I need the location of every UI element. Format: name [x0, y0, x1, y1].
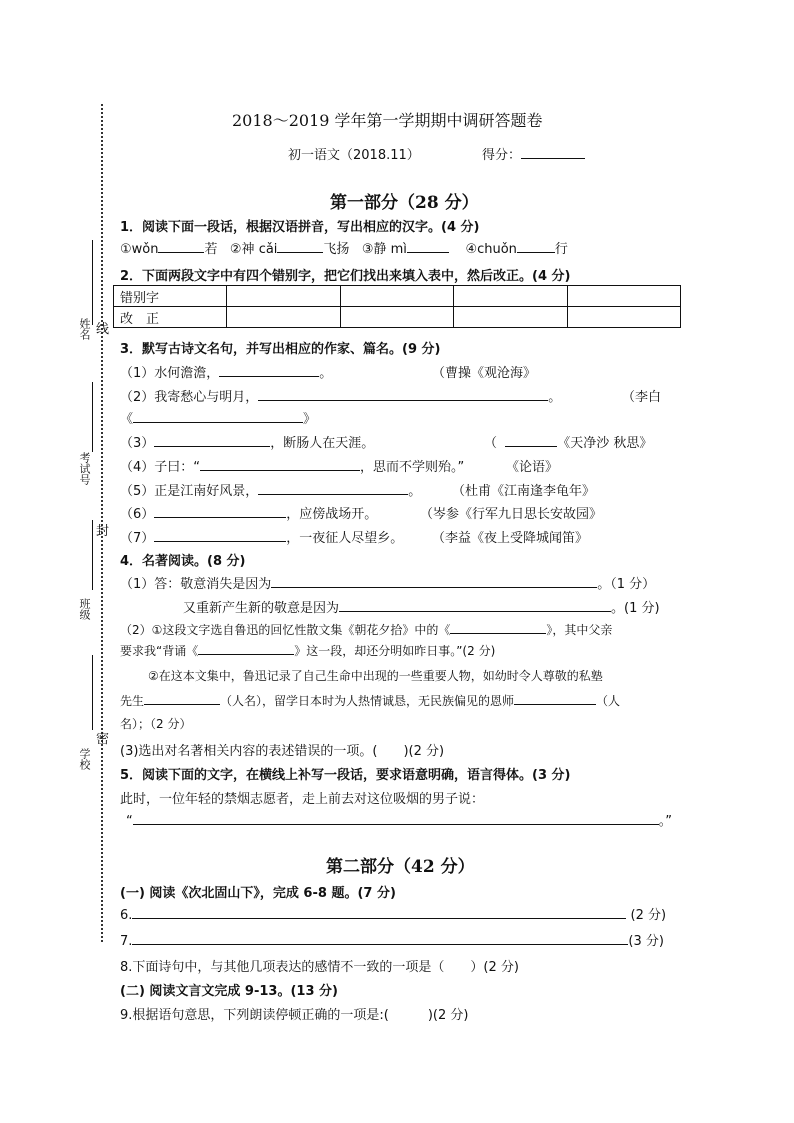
q7-line: 7. (3 分): [120, 934, 664, 949]
part2-title: 第二部分（42 分）: [326, 857, 475, 877]
seal-mi-char: 密: [96, 732, 110, 747]
q4-line-6: 先生 （人名），留学日本时为人热情诚恳，无民族偏见的恩师 （人: [120, 694, 621, 708]
q5-blank[interactable]: [133, 813, 659, 825]
q1-blank-c[interactable]: [407, 241, 449, 253]
q4-line-2: 又重新产生新的敬意是因为 。(1 分): [183, 601, 660, 616]
score-blank[interactable]: [521, 147, 585, 159]
q4-blank-2[interactable]: [339, 600, 611, 612]
table-cell[interactable]: [227, 286, 341, 307]
q3-source-6: （岑参《行军九日思长安故园》: [420, 507, 603, 522]
q3-source-1: （曹操《观沧海》: [432, 366, 537, 381]
q4-line-8: (3)选出对名著相关内容的表述错误的一项。( )(2 分): [120, 744, 445, 759]
seal-line-char: 线: [96, 322, 110, 337]
q6-blank[interactable]: [132, 907, 626, 919]
q3-line-7: （7） ，一夜征人尽望乡。: [120, 531, 404, 546]
q1-answers: ①wǒn 若 ②神 cǎi 飞扬 ③静 mì ④chuǒn 行: [120, 242, 568, 257]
q4-line-5: ②在这本文集中，鲁迅记录了自己生命中出现的一些重要人物，如幼时令人尊敬的私塾: [148, 669, 603, 683]
q8-line: 8.下面诗句中，与其他几项表达的感情不一致的一项是（ ）(2 分): [120, 960, 519, 975]
q4-line-3: （2）①这段文字选自鲁迅的回忆性散文集《朝花夕拾》中的《 》，其中父亲: [120, 623, 613, 637]
q3-source-3: （ 《天净沙 秋思》: [484, 436, 653, 451]
q3-blank-4[interactable]: [200, 459, 360, 471]
part1-title: 第一部分（28 分）: [330, 193, 479, 213]
name-write-line: [92, 240, 93, 325]
q4-title: 4．名著阅读。(8 分): [120, 554, 246, 569]
table-row: [114, 307, 681, 328]
q3-line-1: （1）水何澹澹， 。: [120, 366, 333, 381]
q3-line-6: （6） ，应傍战场开。: [120, 507, 378, 522]
subject-line: 初一语文（2018.11）: [288, 148, 420, 163]
q2-title: 2．下面两段文字中有四个错别字，把它们找出来填入表中，然后改正。(4 分): [120, 269, 571, 284]
exam-no-label: 考试号: [78, 452, 91, 485]
q7-blank[interactable]: [132, 933, 628, 945]
q3-blank-7[interactable]: [154, 530, 286, 542]
q3-line-5: （5）正是江南好风景， 。: [120, 484, 422, 499]
q3-blank-3[interactable]: [154, 435, 270, 447]
q3-source-7: （李益《夜上受降城闻笛》: [432, 531, 589, 546]
q4-line-1: （1）答：敬意消失是因为 。（1 分）: [120, 577, 656, 592]
q3-title: 3．默写古诗文名句，并写出相应的作家、篇名。(9 分): [120, 342, 441, 357]
q4-line-4: 要求我“背诵《 》这一段，却还分明如昨日事。”(2 分): [120, 644, 496, 658]
table-cell[interactable]: [454, 286, 568, 307]
q5-line-2: “ 。”: [126, 814, 672, 829]
table-cell[interactable]: [340, 307, 454, 328]
score-label: 得分：: [482, 148, 522, 163]
q4-blank-4[interactable]: [198, 643, 294, 655]
q4-line-7: 名）；（2 分）: [120, 717, 192, 731]
q1-blank-b[interactable]: [277, 241, 323, 253]
q3-blank-6[interactable]: [154, 506, 286, 518]
q3-blank-2b[interactable]: [133, 411, 303, 423]
seal-feng-char: 封: [96, 524, 110, 539]
q4-blank-1[interactable]: [271, 576, 597, 588]
table-cell[interactable]: [227, 307, 341, 328]
q3-blank-5[interactable]: [258, 483, 408, 495]
error-correction-table: [113, 285, 681, 328]
class-write-line: [92, 520, 93, 590]
q3-line-4: （4）子曰：“ ，思而不学则殆。”: [120, 460, 465, 475]
q4-blank-6[interactable]: [514, 693, 596, 705]
q3-source-5: （杜甫《江南逢李龟年》: [452, 484, 596, 499]
exam-title: 2018～2019 学年第一学期期中调研答题卷: [232, 111, 543, 130]
q1-blank-d[interactable]: [517, 241, 555, 253]
q3-line-2b: 《 》: [120, 412, 317, 427]
q1-blank-a[interactable]: [158, 241, 204, 253]
q3-line-2: （2）我寄愁心与明月， 。: [120, 390, 562, 405]
table-cell[interactable]: [454, 307, 568, 328]
q4-blank-3[interactable]: [450, 622, 546, 634]
score-field[interactable]: [482, 144, 585, 163]
table-row-header: 改 正: [114, 307, 227, 328]
table-row: [114, 286, 681, 307]
q3-blank-1[interactable]: [219, 365, 319, 377]
q3-blank-2[interactable]: [258, 389, 548, 401]
q5-title: 5．阅读下面的文字，在横线上补写一段话，要求语意明确，语言得体。(3 分): [120, 768, 571, 783]
class-label: 班级: [78, 598, 91, 620]
section2-title: (二) 阅读文言文完成 9-13。(13 分): [120, 984, 338, 999]
table-row-header: 错别字: [114, 286, 227, 307]
school-label: 学校: [78, 748, 91, 770]
q3-source-4: 《论语》: [506, 460, 559, 475]
name-label: 姓名: [78, 318, 91, 340]
q3-blank-author[interactable]: [505, 435, 557, 447]
q1-title: 1．阅读下面一段话，根据汉语拼音，写出相应的汉字。(4 分): [120, 220, 480, 235]
q4-blank-5[interactable]: [144, 693, 220, 705]
table-cell[interactable]: [567, 286, 681, 307]
section1-title: (一) 阅读《次北固山下》，完成 6-8 题。(7 分): [120, 886, 396, 901]
table-cell[interactable]: [340, 286, 454, 307]
q5-line-1: 此时，一位年轻的禁烟志愿者，走上前去对这位吸烟的男子说：: [120, 792, 485, 807]
q3-source-2: （李白: [622, 390, 662, 405]
q9-line: 9.根据语句意思，下列朗读停顿正确的一项是:( )(2 分): [120, 1008, 469, 1023]
q6-line: 6. (2 分): [120, 908, 667, 923]
exam-no-write-line: [92, 382, 93, 452]
table-cell[interactable]: [567, 307, 681, 328]
school-write-line: [92, 655, 93, 730]
q3-line-3: （3） ，断肠人在天涯。: [120, 436, 375, 451]
